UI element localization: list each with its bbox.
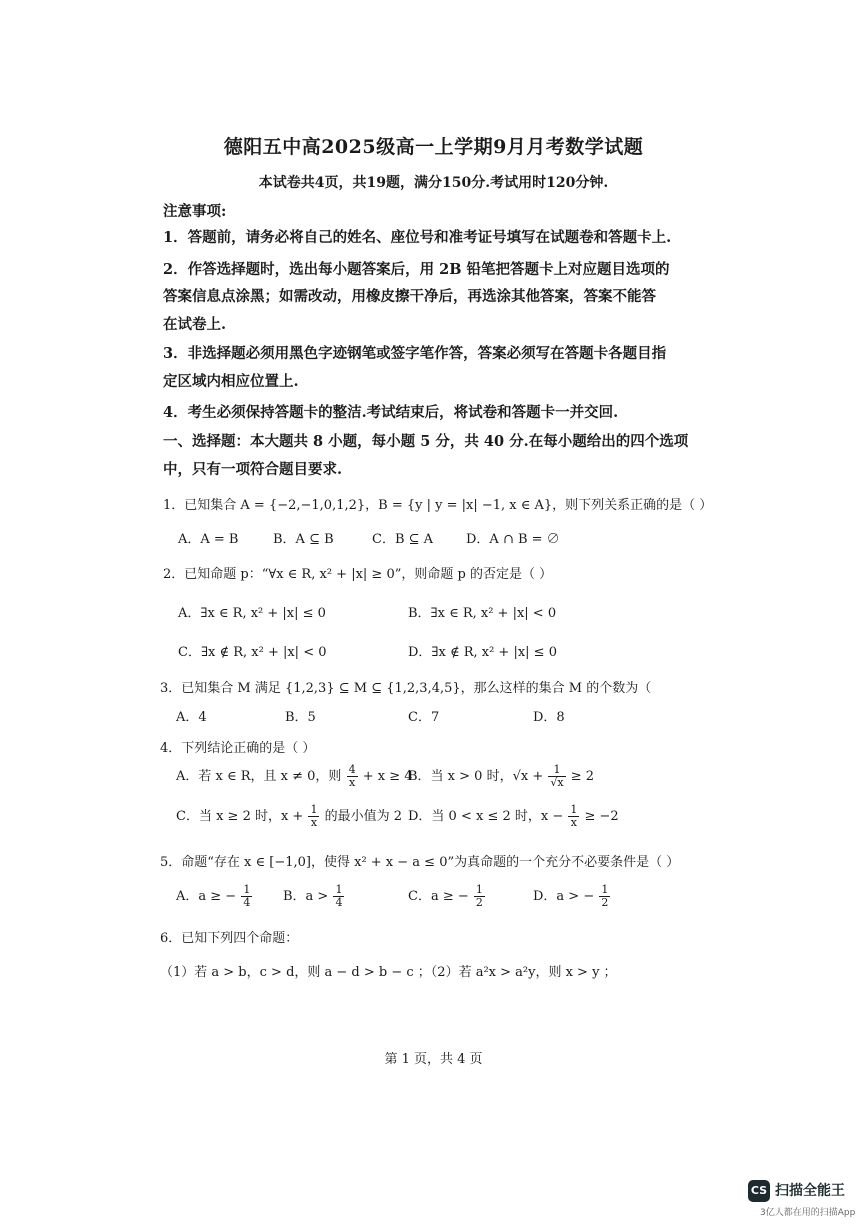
fraction: $\frac{1}{x}$ — [570, 803, 578, 829]
q1-option-c: C．B ⊆ A — [372, 532, 434, 547]
notice-item: 定区域内相应位置上. — [163, 373, 299, 390]
q4-option-b: B．当 x > 0 时，√x + $\frac{1}{√x}$ ≥ 2 — [408, 763, 595, 789]
q5-option-a: A．a ≥ − $\frac{1}{4}$ — [176, 883, 251, 909]
q4-option-c: C．当 x ≥ 2 时，x + $\frac{1}{x}$ 的最小值为 2 — [176, 803, 403, 829]
fraction: $\frac{1}{4}$ — [243, 883, 251, 909]
question-6-stem: 6．已知下列四个命题： — [160, 931, 299, 946]
q5-option-c: C．a ≥ − $\frac{1}{2}$ — [408, 883, 483, 909]
fraction: $\frac{1}{2}$ — [475, 883, 483, 909]
fraction: $\frac{1}{√x}$ — [550, 763, 564, 789]
q5-option-d: D．a > − $\frac{1}{2}$ — [533, 883, 609, 909]
q1-option-a: A．A = B — [178, 532, 239, 547]
camscanner-logo-icon: CS — [748, 1180, 770, 1202]
fraction: $\frac{1}{2}$ — [601, 883, 609, 909]
watermark-app-name: 扫描全能王 — [775, 1183, 845, 1199]
section-heading: 一、选择题：本大题共 8 小题，每小题 5 分，共 40 分.在每小题给出的四个选项 — [163, 433, 689, 450]
notice-item: 3．非选择题必须用黑色字迹钢笔或签字笔作答，答案必须写在答题卡各题目指 — [163, 345, 667, 362]
notice-item: 答案信息点涂黑；如需改动，用橡皮擦干净后，再选涂其他答案，答案不能答 — [163, 288, 656, 305]
q3-option-d: D．8 — [533, 710, 565, 725]
notice-item: 2．作答选择题时，选出每小题答案后，用 2B 铅笔把答题卡上对应题目选项的 — [163, 261, 670, 278]
q2-option-c: C．∃x ∉ R, x² + |x| < 0 — [178, 645, 327, 660]
notice-heading: 注意事项: — [163, 203, 227, 220]
question-5-stem: 5．命题“存在 x ∈ [−1,0]，使得 x² + x − a ≤ 0”为真命题的一个充分不必要条件是（ ） — [160, 855, 680, 870]
watermark-tagline: 3亿人都在用的扫描App — [760, 1208, 856, 1218]
question-1-stem: 1．已知集合 A = {−2,−1,0,1,2}，B = {y | y = |x| −1, x ∈ A}，则下列关系正确的是（ ） — [163, 498, 713, 513]
question-4-stem: 4．下列结论正确的是（ ） — [160, 741, 316, 756]
exam-title: 德阳五中高2025级高一上学期9月月考数学试题 — [223, 136, 644, 158]
exam-subtitle: 本试卷共4页，共19题，满分150分.考试用时120分钟. — [258, 175, 609, 191]
q5-option-b: B．a > $\frac{1}{4}$ — [283, 883, 343, 909]
section-heading-cont: 中，只有一项符合题目要求. — [163, 461, 343, 478]
fraction: $\frac{4}{x}$ — [348, 763, 356, 789]
question-6-line: （1）若 a > b，c > d，则 a − d > b − c ；（2）若 a²x > a²y，则 x > y ； — [160, 965, 617, 980]
q3-option-b: B．5 — [285, 710, 316, 725]
q4-option-d: D．当 0 < x ≤ 2 时，x − $\frac{1}{x}$ ≥ −2 — [408, 803, 619, 829]
question-2-stem: 2．已知命题 p：“∀x ∈ R, x² + |x| ≥ 0”，则命题 p 的否定是（ ） — [163, 567, 553, 582]
q2-option-b: B．∃x ∈ R, x² + |x| < 0 — [408, 606, 557, 621]
q2-option-d: D．∃x ∉ R, x² + |x| ≤ 0 — [408, 645, 557, 660]
q2-option-a: A．∃x ∈ R, x² + |x| ≤ 0 — [178, 606, 326, 621]
notice-item: 4．考生必须保持答题卡的整洁.考试结束后，将试卷和答题卡一并交回. — [163, 404, 619, 421]
q4-option-a: A．若 x ∈ R，且 x ≠ 0，则 $\frac{4}{x}$ + x ≥ 4 — [176, 763, 413, 789]
fraction: $\frac{1}{x}$ — [310, 803, 318, 829]
q1-option-b: B．A ⊆ B — [273, 532, 334, 547]
notice-item: 1．答题前，请务必将自己的姓名、座位号和准考证号填写在试题卷和答题卡上. — [163, 229, 672, 246]
question-3-stem: 3．已知集合 M 满足 {1,2,3} ⊆ M ⊆ {1,2,3,4,5}，那么这样的集合 M 的个数为（ — [160, 681, 652, 696]
notice-item: 在试卷上. — [163, 316, 227, 333]
q1-option-d: D．A ∩ B = ∅ — [466, 532, 560, 547]
q3-option-c: C．7 — [408, 710, 440, 725]
page-footer: 第 1 页，共 4 页 — [384, 1052, 483, 1067]
fraction: $\frac{1}{4}$ — [335, 883, 343, 909]
q3-option-a: A．4 — [176, 710, 207, 725]
